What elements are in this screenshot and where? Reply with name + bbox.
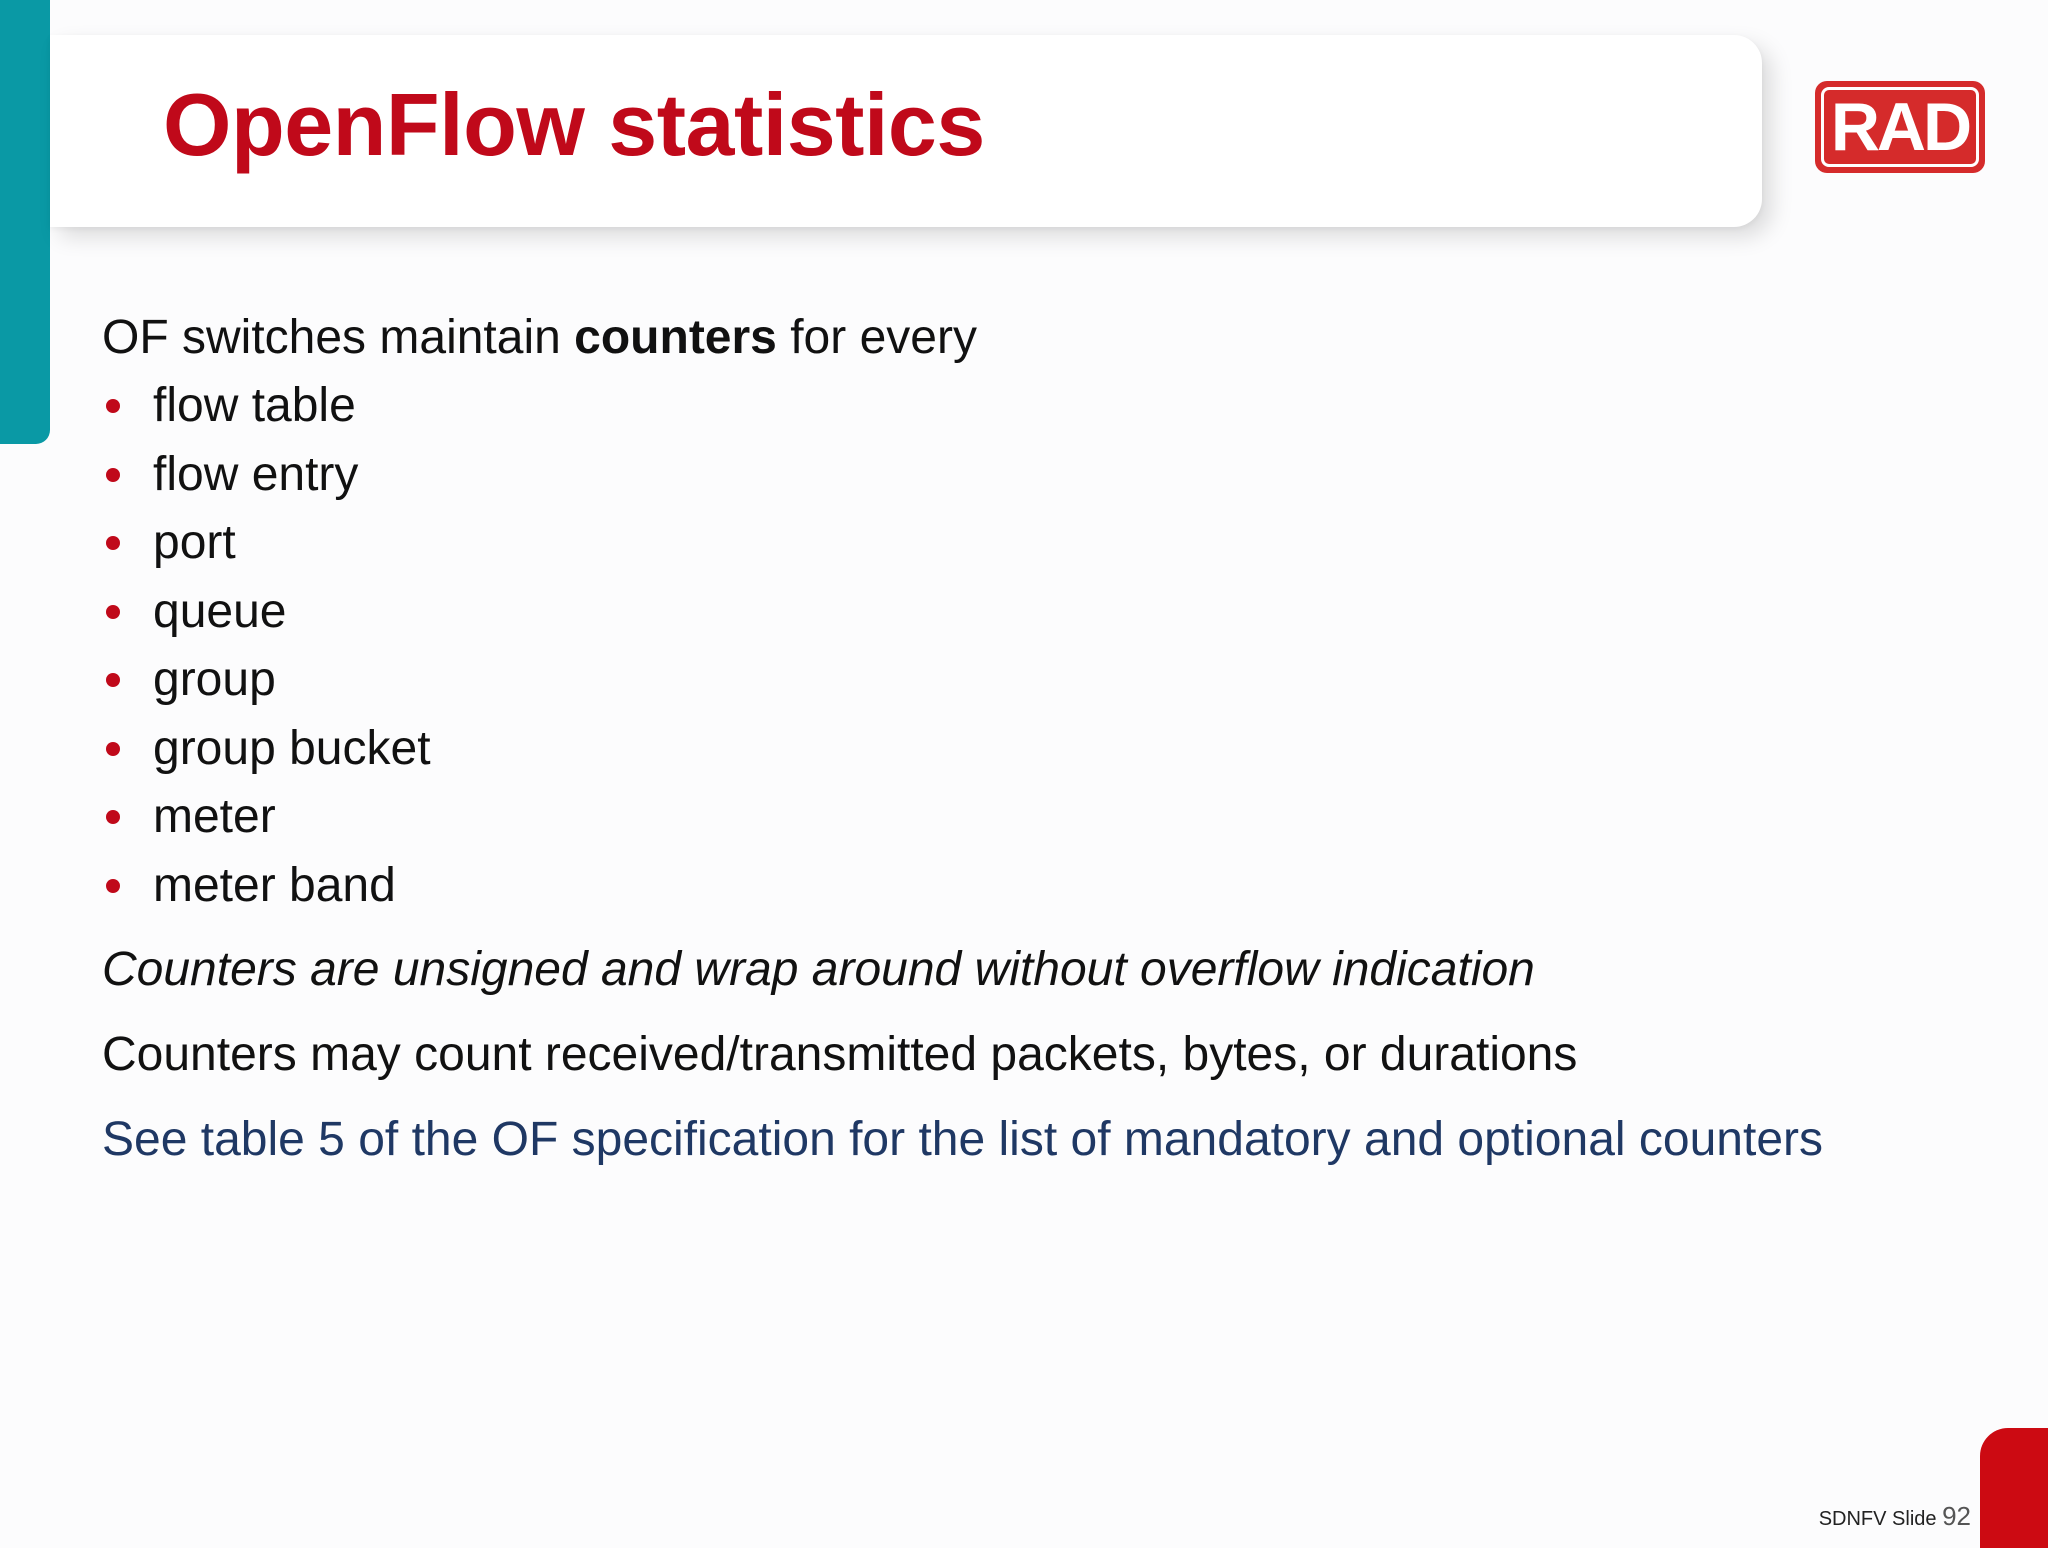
list-item xyxy=(102,852,2022,921)
list-item-text: meter band xyxy=(153,858,396,912)
bullet-icon xyxy=(106,605,120,619)
bullet-icon xyxy=(106,673,120,687)
intro-bold: counters xyxy=(574,311,777,364)
counter-list xyxy=(102,372,2022,920)
list-item xyxy=(102,715,2022,784)
list-item-text: flow table xyxy=(153,379,356,432)
list-item xyxy=(102,441,2022,510)
list-item xyxy=(102,372,2022,441)
slide-footer xyxy=(1819,1502,1971,1533)
intro-before: OF switches maintain xyxy=(102,311,575,364)
list-item-text: flow entry xyxy=(153,447,359,501)
bullet-icon xyxy=(106,879,120,893)
intro-line xyxy=(102,304,2022,372)
list-item-text: queue xyxy=(153,584,287,638)
bullet-icon xyxy=(106,810,120,824)
list-item-text: port xyxy=(153,516,236,569)
logo-text: RAD xyxy=(1830,89,1970,165)
spec-reference-note: See table 5 of the OF specification for the list of mandatory and optional counters xyxy=(102,1113,1823,1166)
bullet-icon xyxy=(106,468,120,482)
bullet-icon xyxy=(106,742,120,756)
italic-note: Counters are unsigned and wrap around without overflow indication xyxy=(102,943,1535,996)
rad-logo xyxy=(1815,81,1985,173)
count-note: Counters may count received/transmitted packets, bytes, or durations xyxy=(102,1028,1578,1081)
bullet-icon xyxy=(106,399,120,413)
corner-tab xyxy=(1980,1428,2048,1548)
list-item xyxy=(102,783,2022,852)
slide-title: OpenFlow statistics xyxy=(163,75,985,174)
list-item xyxy=(102,578,2022,647)
list-item-text: group xyxy=(153,653,276,706)
list-item xyxy=(102,646,2022,715)
footer-label: SDNFV Slide xyxy=(1818,1508,1937,1530)
intro-after: for every xyxy=(776,311,977,364)
left-accent-bar xyxy=(0,0,50,444)
list-item-text: group bucket xyxy=(153,721,431,775)
list-item xyxy=(102,509,2022,578)
slide-number: 92 xyxy=(1942,1501,1971,1531)
bullet-icon xyxy=(106,536,120,550)
list-item-text: meter xyxy=(153,790,276,843)
slide-body xyxy=(102,304,2022,1174)
